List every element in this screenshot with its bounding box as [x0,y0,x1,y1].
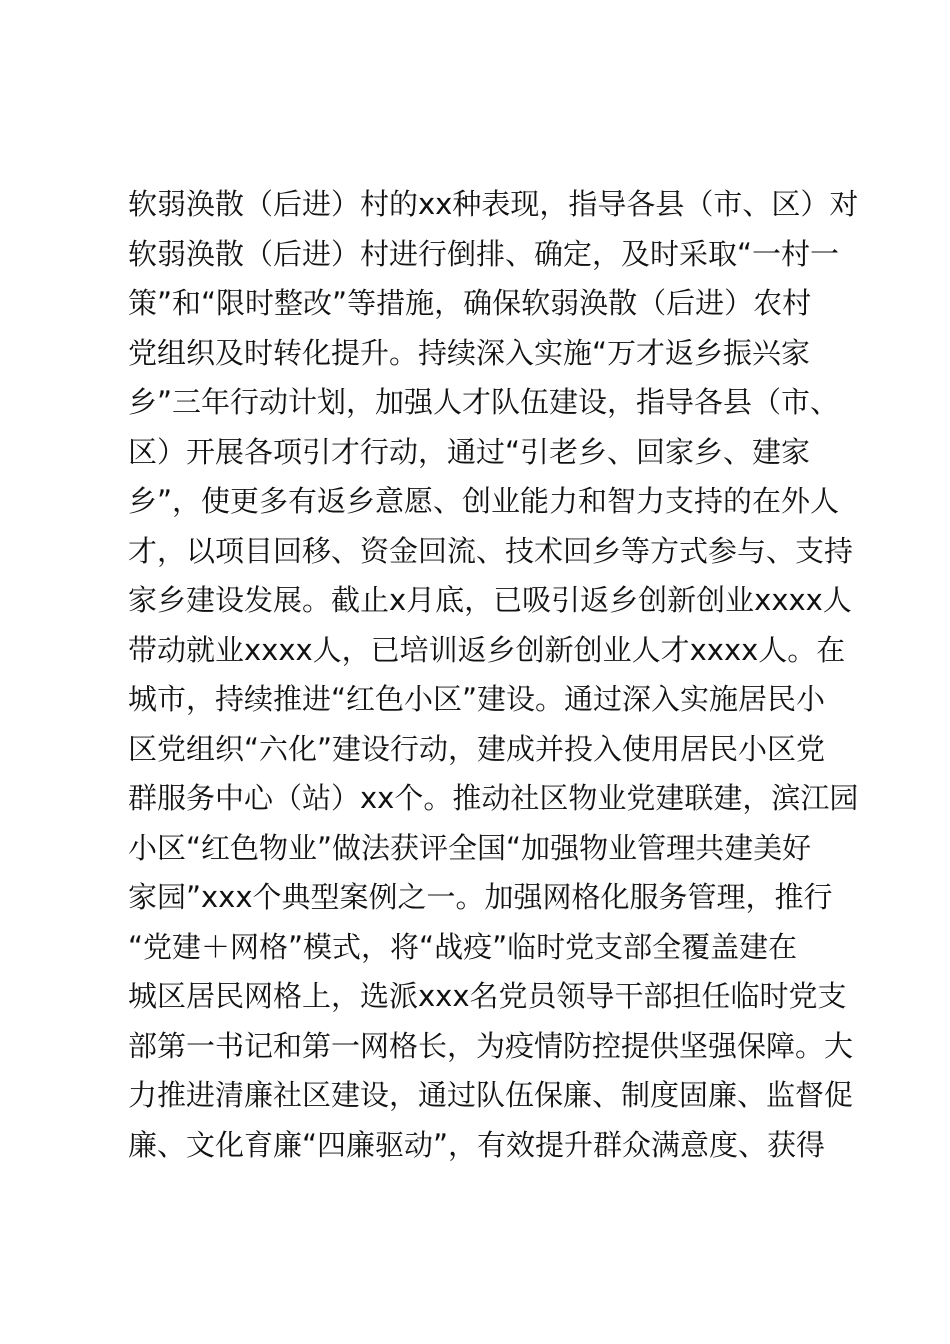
text-line: 小区“红色物业”做法获评全国“加强物业管理共建美好 [128,830,812,865]
text-line: 城区居民网格上，选派xxx名党员领导干部担任临时党支 [128,979,847,1013]
text-line: 城市，持续推进“红色小区”建设。通过深入实施居民小 [128,682,826,716]
text-line: 软弱涣散（后进）村进行倒排、确定，及时采取“一村一 [128,236,840,271]
text-line: 区党组织“六化”建设行动，建成并投入使用居民小区党 [128,731,826,766]
text-line: 家乡建设发展。截止x月底，已吸引返乡创新创业xxxx人 [128,583,852,617]
text-line: 党组织及时转化提升。持续深入实施“万才返乡振兴家 [128,335,811,370]
text-line: 带动就业xxxx人，已培训返乡创新创业人才xxxx人。在 [128,632,846,667]
body-text [128,180,858,1170]
text-line: “党建＋网格”模式，将“战疫”临时党支部全覆盖建在 [128,929,798,964]
text-line: 廉、文化育廉“四廉驱动”，有效提升群众满意度、获得 [128,1127,826,1162]
text-line: 软弱涣散（后进）村的xx种表现，指导各县（市、区）对 [128,187,859,221]
text-line: 区）开展各项引才行动，通过“引老乡、回家乡、建家 [128,434,811,469]
text-line: 力推进清廉社区建设，通过队伍保廉、制度固廉、监督促 [128,1078,854,1112]
text-line: 才，以项目回移、资金回流、技术回乡等方式参与、支持 [128,533,854,568]
text-line: 乡”，使更多有返乡意愿、创业能力和智力支持的在外人 [128,484,840,518]
text-line: 群服务中心（站）xx个。推动社区物业党建联建，滨江园 [128,781,859,815]
text-line: 家园”xxx个典型案例之一。加强网格化服务管理，推行 [128,880,833,914]
text-line: 乡”三年行动计划，加强人才队伍建设，指导各县（市、 [128,385,840,419]
text-line: 策”和“限时整改”等措施，确保软弱涣散（后进）农村 [128,286,812,320]
text-line: 部第一书记和第一网格长，为疫情防控提供坚强保障。大 [128,1028,854,1063]
